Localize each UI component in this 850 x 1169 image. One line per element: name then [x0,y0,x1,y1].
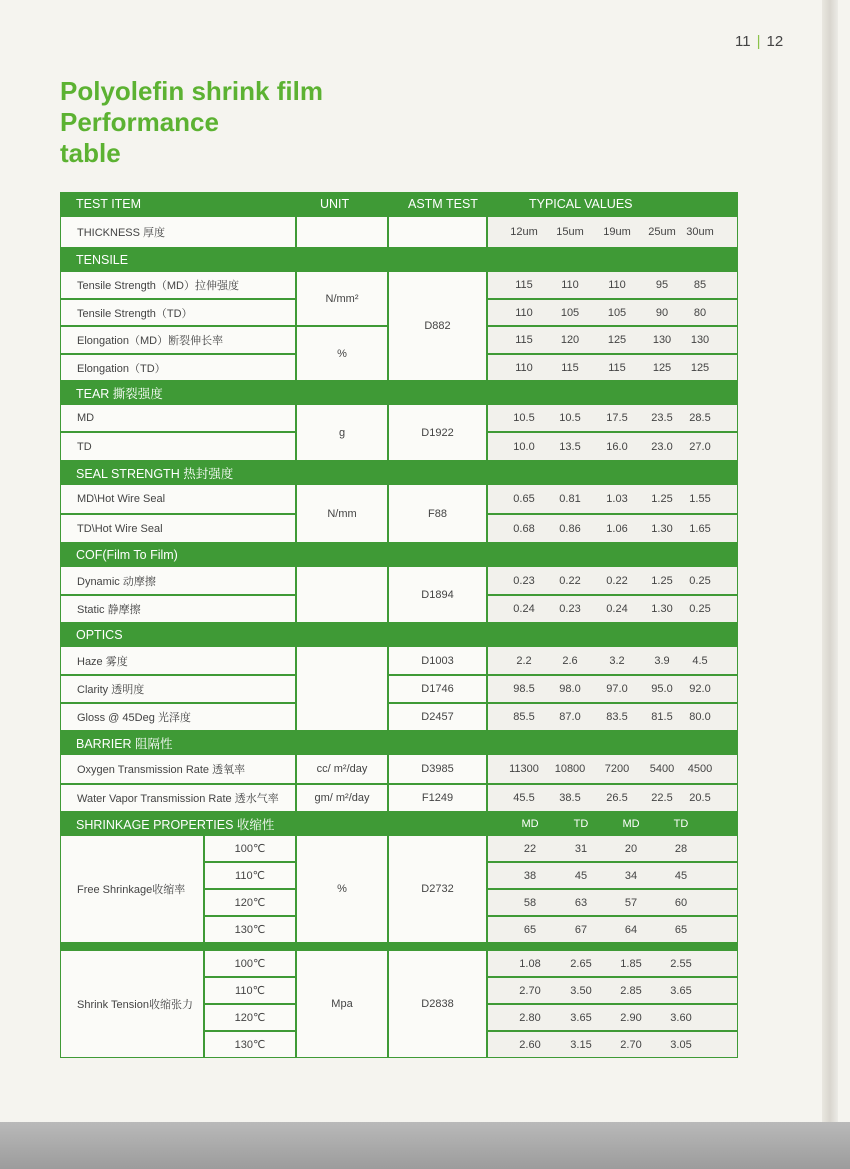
row-value: 98.5 [513,683,535,695]
header-unit: UNIT [320,197,350,211]
shrinkage-value: 65 [523,923,537,936]
shrinkage-value: 2.80 [519,1011,541,1024]
row-value: 115 [515,334,533,346]
row-value: 1.55 [689,493,711,505]
temperature-cell: 120℃ [205,890,295,915]
shrinkage-value: 65 [674,923,688,936]
shrinkage-value: 28 [674,842,688,855]
astm-cell: D2457 [389,704,486,730]
row-value: 110 [561,279,579,291]
row-value: 115 [515,279,533,291]
shrinkage-value: 2.60 [519,1038,541,1051]
shrinkage-value: 63 [574,896,588,909]
header-astm-test: ASTM TEST [408,197,478,211]
row-item-label: TD\Hot Wire Seal [61,515,295,542]
row-value: 27.0 [689,440,711,453]
page-number [735,33,783,50]
row-value: 125 [652,361,672,374]
shrinkage-unit-cell: % [297,836,387,942]
shrinkage-value: 38 [523,869,537,882]
astm-cell: D1894 [389,567,486,622]
row-value: 38.5 [559,792,581,804]
title-line-2: Performance [60,107,219,137]
row-value: 3.2 [609,654,625,667]
row-value: 81.5 [651,711,673,723]
shrinkage-astm-cell: D2732 [389,836,486,942]
row-item-label: Elongation（MD）断裂伸长率 [61,327,295,353]
section-title: BARRIER 阻隔性 [76,736,173,751]
shrinkage-value: 3.65 [570,1011,592,1024]
thickness-label: THICKNESS 厚度 [61,217,295,247]
thickness-astm-cell [389,217,486,247]
shrinkage-value: 2.90 [620,1011,642,1024]
shrinkage-value-header: TD [673,817,689,830]
shrinkage-value: 3.65 [670,984,692,997]
row-value: 0.65 [513,493,535,505]
astm-cell: F1249 [389,785,486,811]
unit-cell [297,647,387,730]
performance-table [60,192,738,1058]
section-title: COF(Film To Film) [76,547,178,562]
shrinkage-value: 2.55 [670,957,692,970]
row-value: 85.5 [513,711,535,723]
section-title: SEAL STRENGTH 热封强度 [76,466,234,481]
shrinkage-value-header: TD [573,817,589,830]
shrinkage-value: 3.50 [570,984,592,997]
row-value: 16.0 [606,440,628,453]
page-title [60,76,323,169]
astm-cell: D1922 [389,405,486,460]
row-item-label: Gloss @ 45Deg 光泽度 [61,704,295,730]
row-value: 120 [560,334,580,346]
row-value: 10800 [554,763,586,775]
row-value: 1.25 [651,574,673,587]
row-value: 4.5 [692,654,708,667]
row-value: 110 [515,361,533,374]
shrinkage-value: 60 [674,896,688,909]
row-value: 0.22 [606,574,628,587]
row-value: 10.5 [513,412,535,424]
temperature-cell: 130℃ [205,917,295,942]
row-value: 0.23 [513,574,535,587]
thickness-value: 25um [648,226,676,238]
row-value: 105 [560,306,580,319]
thickness-value: 15um [556,226,584,238]
shrinkage-value: 31 [574,842,588,855]
row-value: 98.0 [559,683,581,695]
shrinkage-value: 20 [624,842,638,855]
row-value: 87.0 [559,711,581,723]
shrinkage-value: 3.05 [670,1038,692,1051]
shrinkage-value-header: MD [521,817,539,830]
row-value: 5400 [649,763,675,775]
row-value: 110 [608,279,626,291]
astm-cell: D882 [389,272,486,380]
row-item-label: Dynamic 动摩擦 [61,567,295,594]
temperature-cell: 110℃ [205,863,295,888]
astm-cell: D3985 [389,755,486,783]
section-title: TEAR 撕裂强度 [76,386,163,401]
row-item-label: Clarity 透明度 [61,676,295,702]
row-value: 20.5 [689,792,711,804]
shrinkage-value: 2.70 [519,984,541,997]
shrinkage-value: 34 [624,869,638,882]
page-number-right: 12 [766,33,784,50]
row-item-label: Water Vapor Transmission Rate 透水气率 [61,785,295,811]
row-value: 3.9 [654,654,670,667]
row-value: 10.0 [513,440,535,453]
page-number-separator: | [756,33,761,50]
astm-cell: D1746 [389,676,486,702]
temperature-cell: 100℃ [205,951,295,976]
row-value: 0.22 [559,574,581,587]
row-item-label: Elongation（TD） [61,355,295,380]
row-value: 130 [652,334,672,346]
row-value: 1.30 [651,522,673,535]
shrinkage-value: 2.70 [620,1038,642,1051]
temperature-cell: 130℃ [205,1032,295,1057]
shrinkage-value: 1.08 [519,957,541,970]
shrinkage-value: 2.85 [620,984,642,997]
row-value: 125 [690,361,710,374]
temperature-cell: 120℃ [205,1005,295,1030]
row-value: 1.25 [651,493,673,505]
shrinkage-astm-cell: D2838 [389,951,486,1057]
thickness-unit-cell [297,217,387,247]
page-edge [822,0,838,1125]
row-value: 11300 [509,763,539,775]
row-value: 130 [690,334,710,346]
row-item-label: MD [61,405,295,431]
thickness-value: 19um [603,226,631,238]
title-line-3: table [60,138,121,168]
row-item-label: Tensile Strength（TD） [61,300,295,325]
row-item-label: Static 静摩擦 [61,596,295,622]
row-value: 80 [693,306,707,319]
unit-cell: N/mm [297,485,387,542]
row-item-label: Tensile Strength（MD）拉伸强度 [61,272,295,298]
unit-cell: N/mm² [297,272,387,325]
row-value: 23.0 [651,440,673,453]
header-test-item: TEST ITEM [76,197,142,211]
row-value: 1.65 [689,522,711,535]
row-value: 110 [515,306,533,319]
shrinkage-group-label: Shrink Tension收缩张力 [61,951,203,1057]
row-value: 0.24 [513,603,535,615]
row-value: 13.5 [559,440,581,453]
section-title: OPTICS [76,627,123,642]
row-value: 0.24 [606,603,628,615]
row-value: 125 [607,334,627,346]
row-value: 0.25 [689,574,711,587]
row-value: 83.5 [606,711,628,723]
page-number-left: 11 [735,33,751,50]
row-value: 115 [561,361,579,374]
row-value: 10.5 [559,412,581,424]
row-value: 7200 [604,763,630,775]
row-value: 17.5 [606,412,628,424]
shrinkage-value: 1.85 [620,957,642,970]
row-value: 1.30 [651,603,673,615]
shrinkage-value: 64 [624,923,638,936]
row-value: 97.0 [606,683,628,695]
thickness-value: 12um [510,226,538,238]
scanner-bottom-strip [0,1122,850,1169]
shrinkage-value: 3.60 [670,1011,692,1024]
row-value: 1.06 [606,522,628,535]
row-value: 95 [655,279,669,291]
shrinkage-value: 22 [523,842,537,855]
unit-cell: gm/ m²/day [297,785,387,811]
row-value: 45.5 [513,792,535,804]
astm-cell: F88 [389,485,486,542]
row-value: 26.5 [606,792,628,804]
shrinkage-value: 58 [523,896,537,909]
shrinkage-value: 67 [574,923,588,936]
row-value: 0.86 [559,522,581,535]
section-title: TENSILE [76,252,129,267]
row-item-label: MD\Hot Wire Seal [61,485,295,513]
row-value: 23.5 [651,412,673,424]
row-value: 2.2 [516,654,532,667]
shrinkage-value: 3.15 [570,1038,592,1051]
row-value: 115 [608,361,626,374]
row-value: 90 [655,306,669,319]
row-value: 2.6 [562,654,578,667]
shrinkage-title: SHRINKAGE PROPERTIES 收缩性 [76,817,275,832]
shrinkage-value: 57 [624,896,638,909]
row-value: 22.5 [651,792,673,804]
row-value: 85 [693,279,707,291]
header-typical-values: TYPICAL VALUES [529,197,633,211]
row-value: 28.5 [689,412,711,424]
thickness-value: 30um [686,226,714,238]
shrinkage-value-header: MD [622,817,640,830]
temperature-cell: 110℃ [205,978,295,1003]
astm-cell: D1003 [389,647,486,674]
row-value: 80.0 [689,711,711,723]
row-value: 0.81 [559,493,581,505]
shrinkage-group-label: Free Shrinkage收缩率 [61,836,203,942]
shrinkage-value: 45 [674,869,688,882]
title-line-1: Polyolefin shrink film [60,76,323,106]
unit-cell: g [297,405,387,460]
row-value: 95.0 [651,683,673,695]
row-value: 92.0 [689,683,711,695]
shrinkage-unit-cell: Mpa [297,951,387,1057]
row-value: 4500 [687,763,713,775]
unit-cell [297,567,387,622]
shrinkage-value: 45 [574,869,588,882]
row-item-label: Haze 雾度 [61,647,295,674]
row-value: 0.25 [689,603,711,615]
unit-cell: % [297,327,387,380]
unit-cell: cc/ m²/day [297,755,387,783]
row-value: 0.23 [559,603,581,615]
temperature-cell: 100℃ [205,836,295,861]
row-value: 0.68 [513,522,535,535]
row-value: 1.03 [606,493,628,505]
row-value: 105 [607,306,627,319]
row-item-label: Oxygen Transmission Rate 透氧率 [61,755,295,783]
shrinkage-value: 2.65 [570,957,592,970]
row-item-label: TD [61,433,295,460]
